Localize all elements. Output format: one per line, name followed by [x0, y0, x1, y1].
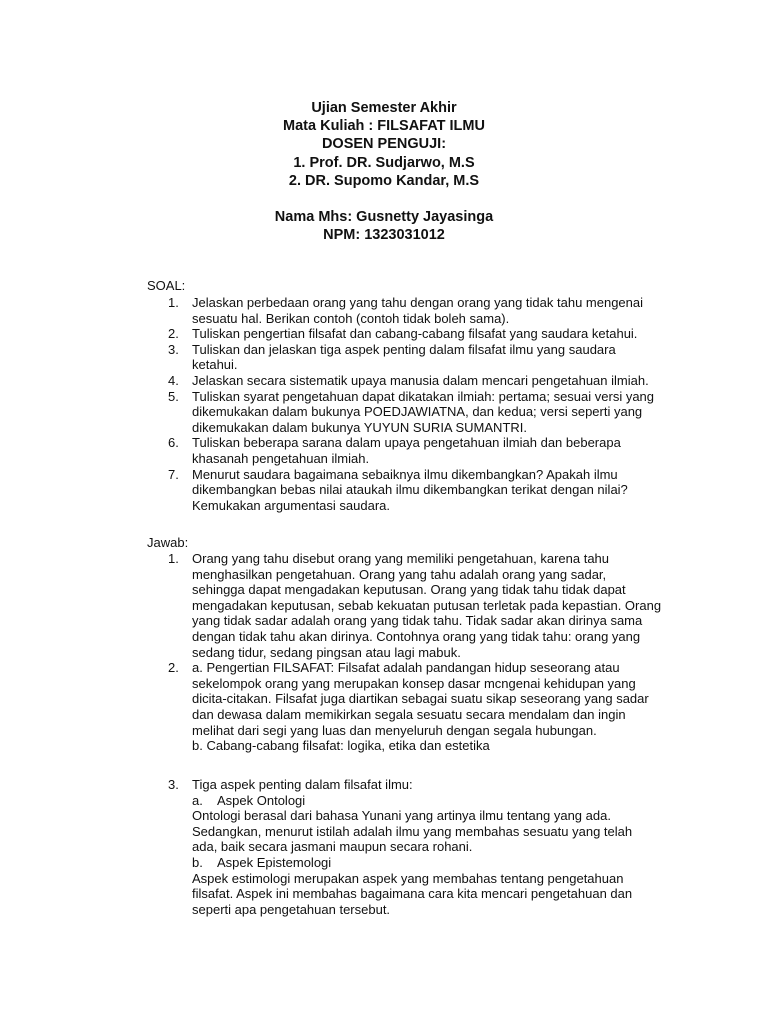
jawab-line: filsafat. Aspek ini membahas bagaimana cara kita mencari pengetahuan dan: [192, 886, 633, 902]
jawab-line: Sedangkan, menurut istilah adalah ilmu yang membahas sesuatu yang telah: [192, 823, 633, 839]
soal-line: sesuatu hal. Berikan contoh (contoh tidak boleh sama).: [192, 310, 510, 326]
jawab-item-number: 2.: [168, 660, 179, 676]
jawab-line: sekelompok orang yang merupakan konsep dasar mcngenai kehidupan yang: [192, 675, 636, 691]
soal-line: dikembangkan bebas nilai ataukah ilmu dikembangkan terikat dengan nilai?: [192, 482, 628, 498]
soal-item-2: [147, 326, 667, 342]
aspect-b-heading: [192, 855, 667, 871]
jawab-label: Jawab:: [147, 535, 189, 550]
exam-header: [0, 99, 768, 244]
soal-line: Jelaskan secara sistematik upaya manusia dalam mencari pengetahuan ilmiah.: [192, 372, 649, 388]
soal-item-number: 4.: [168, 372, 179, 388]
soal-line: Tuliskan syarat pengetahuan dapat dikatakan ilmiah: pertama; sesuai versi yang: [192, 388, 655, 404]
soal-item-7: [147, 467, 667, 514]
soal-line: Jelaskan perbedaan orang yang tahu dengan orang yang tidak tahu mengenai: [192, 295, 644, 310]
examiner-2: 2. DR. Supomo Kandar, M.S: [288, 172, 480, 189]
soal-item-4: [147, 373, 667, 389]
soal-line: Kemukakan argumentasi saudara.: [192, 497, 391, 513]
soal-item-number: 1.: [168, 295, 179, 310]
jawab-line: Aspek estimologi merupakan aspek yang membahas tentang pengetahuan: [192, 870, 624, 886]
student-npm: NPM: 1323031012: [323, 227, 445, 244]
soal-list: [147, 295, 667, 513]
jawab-line: dengan tidak tahu akan dirinya. Contohnya orang yang tidak tahu: orang yang: [192, 628, 641, 644]
jawab-line: sehingga dapat mengadakan keputusan. Orang yang tidak tahu tidak dapat: [192, 582, 626, 598]
soal-line: khasanah pengetahuan ilmiah.: [192, 450, 370, 466]
soal-line: dikemukakan dalam bukunya YUYUN SURIA SUMANTRI.: [192, 419, 527, 435]
exam-title: Ujian Semester Akhir: [311, 100, 457, 116]
soal-item-1: [147, 295, 667, 326]
jawab-item-2: [147, 660, 667, 754]
header-gap: [0, 190, 768, 208]
soal-item-number: 7.: [168, 466, 179, 482]
soal-line: ketahui.: [192, 357, 238, 373]
jawab-line: yang tidak sadar adalah orang yang tidak tahu. Tidak sadar akan dirinya sama: [192, 613, 643, 629]
aspect-a-heading: [192, 793, 667, 809]
jawab-list-3: [147, 777, 667, 917]
jawab-line: dicita-citakan. Filsafat juga diartikan sebagai suatu sikap seseorang yang sadar: [192, 691, 649, 707]
aspect-a-title: Aspek Ontologi: [217, 792, 306, 808]
jawab-line: Tiga aspek penting dalam filsafat ilmu:: [192, 777, 413, 792]
soal-item-number: 6.: [168, 435, 179, 451]
soal-line: Tuliskan dan jelaskan tiga aspek penting dalam filsafat ilmu yang saudara: [192, 341, 616, 357]
jawab-item-number: 3.: [168, 777, 179, 792]
jawab-line: seperti apa pengetahuan tersebut.: [192, 901, 391, 917]
soal-line: Tuliskan beberapa sarana dalam upaya pengetahuan ilmiah dan beberapa: [192, 435, 621, 451]
jawab-list-1: [147, 551, 667, 754]
jawab-line: melihat dari segi yang luas dan menyeluruh dengan segala hubungan.: [192, 722, 597, 738]
jawab-line: menghasilkan pengetahuan. Orang yang tahu adalah orang yang sadar,: [192, 566, 607, 582]
jawab-line: dan dewasa dalam memikirkan segala sesuatu secara mendalam dan ingin: [192, 706, 626, 722]
jawab-item-1: [147, 551, 667, 660]
soal-line: Tuliskan pengertian filsafat dan cabang-cabang filsafat yang saudara ketahui.: [192, 326, 638, 342]
examiner-1: 1. Prof. DR. Sudjarwo, M.S: [293, 154, 475, 171]
jawab-line: ada, baik secara jasmani maupun secara rohani.: [192, 839, 473, 855]
student-name: Nama Mhs: Gusnetty Jayasinga: [274, 209, 494, 226]
soal-line: dikemukakan dalam bukunya POEDJAWIATNA, dan kedua; versi seperti yang: [192, 404, 643, 420]
course-name: Mata Kuliah : FILSAFAT ILMU: [283, 118, 485, 135]
soal-item-number: 3.: [168, 341, 179, 357]
soal-item-number: 5.: [168, 388, 179, 404]
soal-item-5: [147, 389, 667, 436]
jawab-line: Orang yang tahu disebut orang yang memiliki pengetahuan, karena tahu: [192, 551, 610, 566]
jawab-line: a. Pengertian FILSAFAT: Filsafat adalah pandangan hidup seseorang atau: [192, 660, 620, 676]
jawab-line: sedang tidur, sedang pingsan atau lagi mabuk.: [192, 644, 461, 660]
jawab-line: mengadakan keputusan, sebab kekuatan putusan terletak pada kepastian. Orang: [192, 597, 662, 613]
aspect-b-title: Aspek Epistemologi: [217, 854, 332, 870]
soal-label: SOAL:: [147, 278, 186, 293]
soal-line: Menurut saudara bagaimana sebaiknya ilmu dikembangkan? Apakah ilmu: [192, 466, 618, 482]
jawab-line: Ontologi berasal dari bahasa Yunani yang artinya ilmu tentang yang ada.: [192, 808, 611, 824]
jawab-item-3: [147, 777, 667, 917]
jawab-line: b. Cabang-cabang filsafat: logika, etika dan estetika: [192, 738, 490, 754]
soal-item-3: [147, 342, 667, 373]
aspect-b-letter: b.: [192, 854, 203, 870]
soal-item-number: 2.: [168, 326, 179, 342]
aspect-a-letter: a.: [192, 792, 203, 808]
examiners-heading: DOSEN PENGUJI:: [321, 136, 447, 153]
jawab-item-number: 1.: [168, 551, 179, 566]
soal-item-6: [147, 435, 667, 466]
